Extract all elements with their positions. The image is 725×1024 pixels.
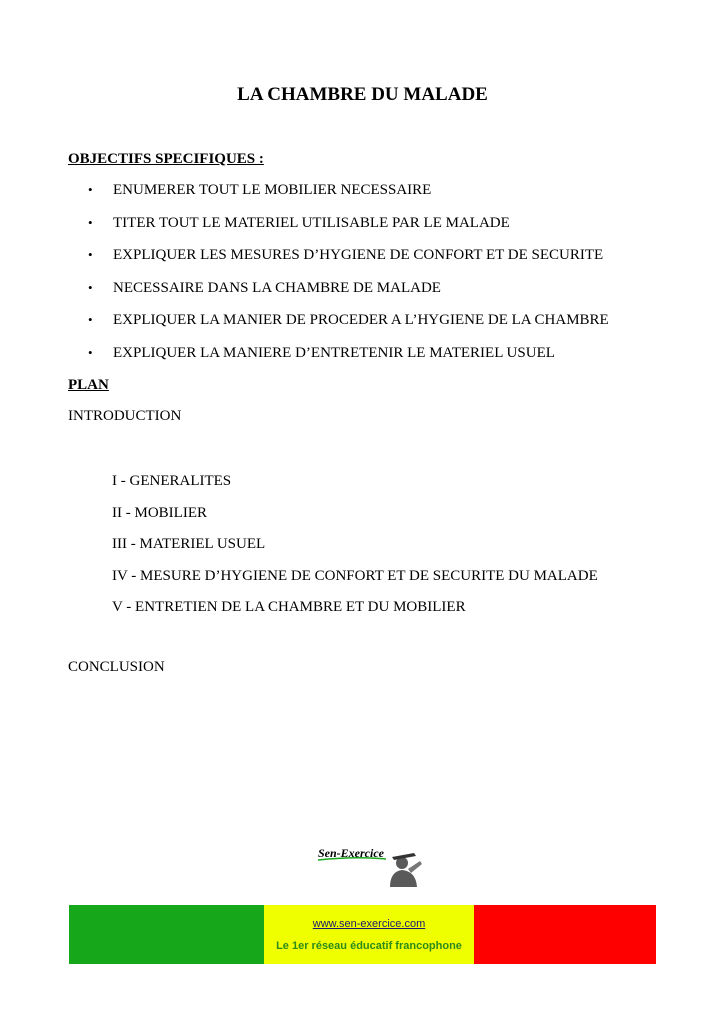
list-item (88, 213, 609, 246)
plan-heading: PLAN (68, 377, 109, 393)
objective-text: NECESSAIRE DANS LA CHAMBRE DE MALADE (113, 279, 441, 296)
objective-text: EXPLIQUER LA MANIERE D’ENTRETENIR LE MATERIEL USUEL (113, 344, 555, 361)
objectives-list (88, 180, 609, 376)
introduction-label: INTRODUCTION (68, 408, 182, 424)
plan-item: V - ENTRETIEN DE LA CHAMBRE ET DU MOBILIER (112, 599, 466, 616)
list-item (88, 310, 609, 343)
objectives-heading: OBJECTIFS SPECIFIQUES : (68, 151, 264, 167)
objective-text: EXPLIQUER LES MESURES D’HYGIENE DE CONFORT ET DE SECURITE (113, 247, 604, 264)
objective-text: ENUMERER TOUT LE MOBILIER NECESSAIRE (113, 182, 432, 198)
plan-item: III - MATERIEL USUEL (112, 536, 266, 553)
bullet-icon: • (88, 214, 93, 230)
bullet-icon: • (88, 279, 93, 295)
footer-url-link[interactable]: www.sen-exercice.com (312, 917, 426, 930)
footer-tagline: Le 1er réseau éducatif francophone (276, 939, 462, 952)
student-silhouette-icon (316, 843, 426, 889)
footer-green-band (69, 905, 264, 964)
list-item (88, 343, 609, 376)
bullet-icon: • (88, 312, 93, 328)
plan-item: I - GENERALITES (112, 473, 232, 489)
footer-banner (69, 905, 656, 964)
plan-list (112, 471, 598, 629)
list-item (88, 278, 609, 311)
page-title: LA CHAMBRE DU MALADE (237, 84, 488, 105)
objective-text: EXPLIQUER LA MANIER DE PROCEDER A L’HYGIENE DE LA CHAMBRE (113, 312, 609, 329)
footer-yellow-band (264, 905, 474, 964)
list-item (88, 245, 609, 278)
footer-red-band (474, 905, 656, 964)
logo-text: Sen-Exercice (318, 846, 384, 860)
plan-item: II - MOBILIER (112, 504, 207, 521)
bullet-icon: • (88, 344, 93, 360)
plan-item: IV - MESURE D’HYGIENE DE CONFORT ET DE SECURITE DU MALADE (112, 567, 598, 584)
bullet-icon: • (88, 247, 93, 263)
objective-text: TITER TOUT LE MATERIEL UTILISABLE PAR LE MALADE (113, 214, 510, 231)
bullet-icon: • (88, 182, 93, 197)
conclusion-label: CONCLUSION (68, 659, 165, 675)
list-item (88, 180, 609, 213)
sen-exercice-logo (316, 843, 426, 889)
